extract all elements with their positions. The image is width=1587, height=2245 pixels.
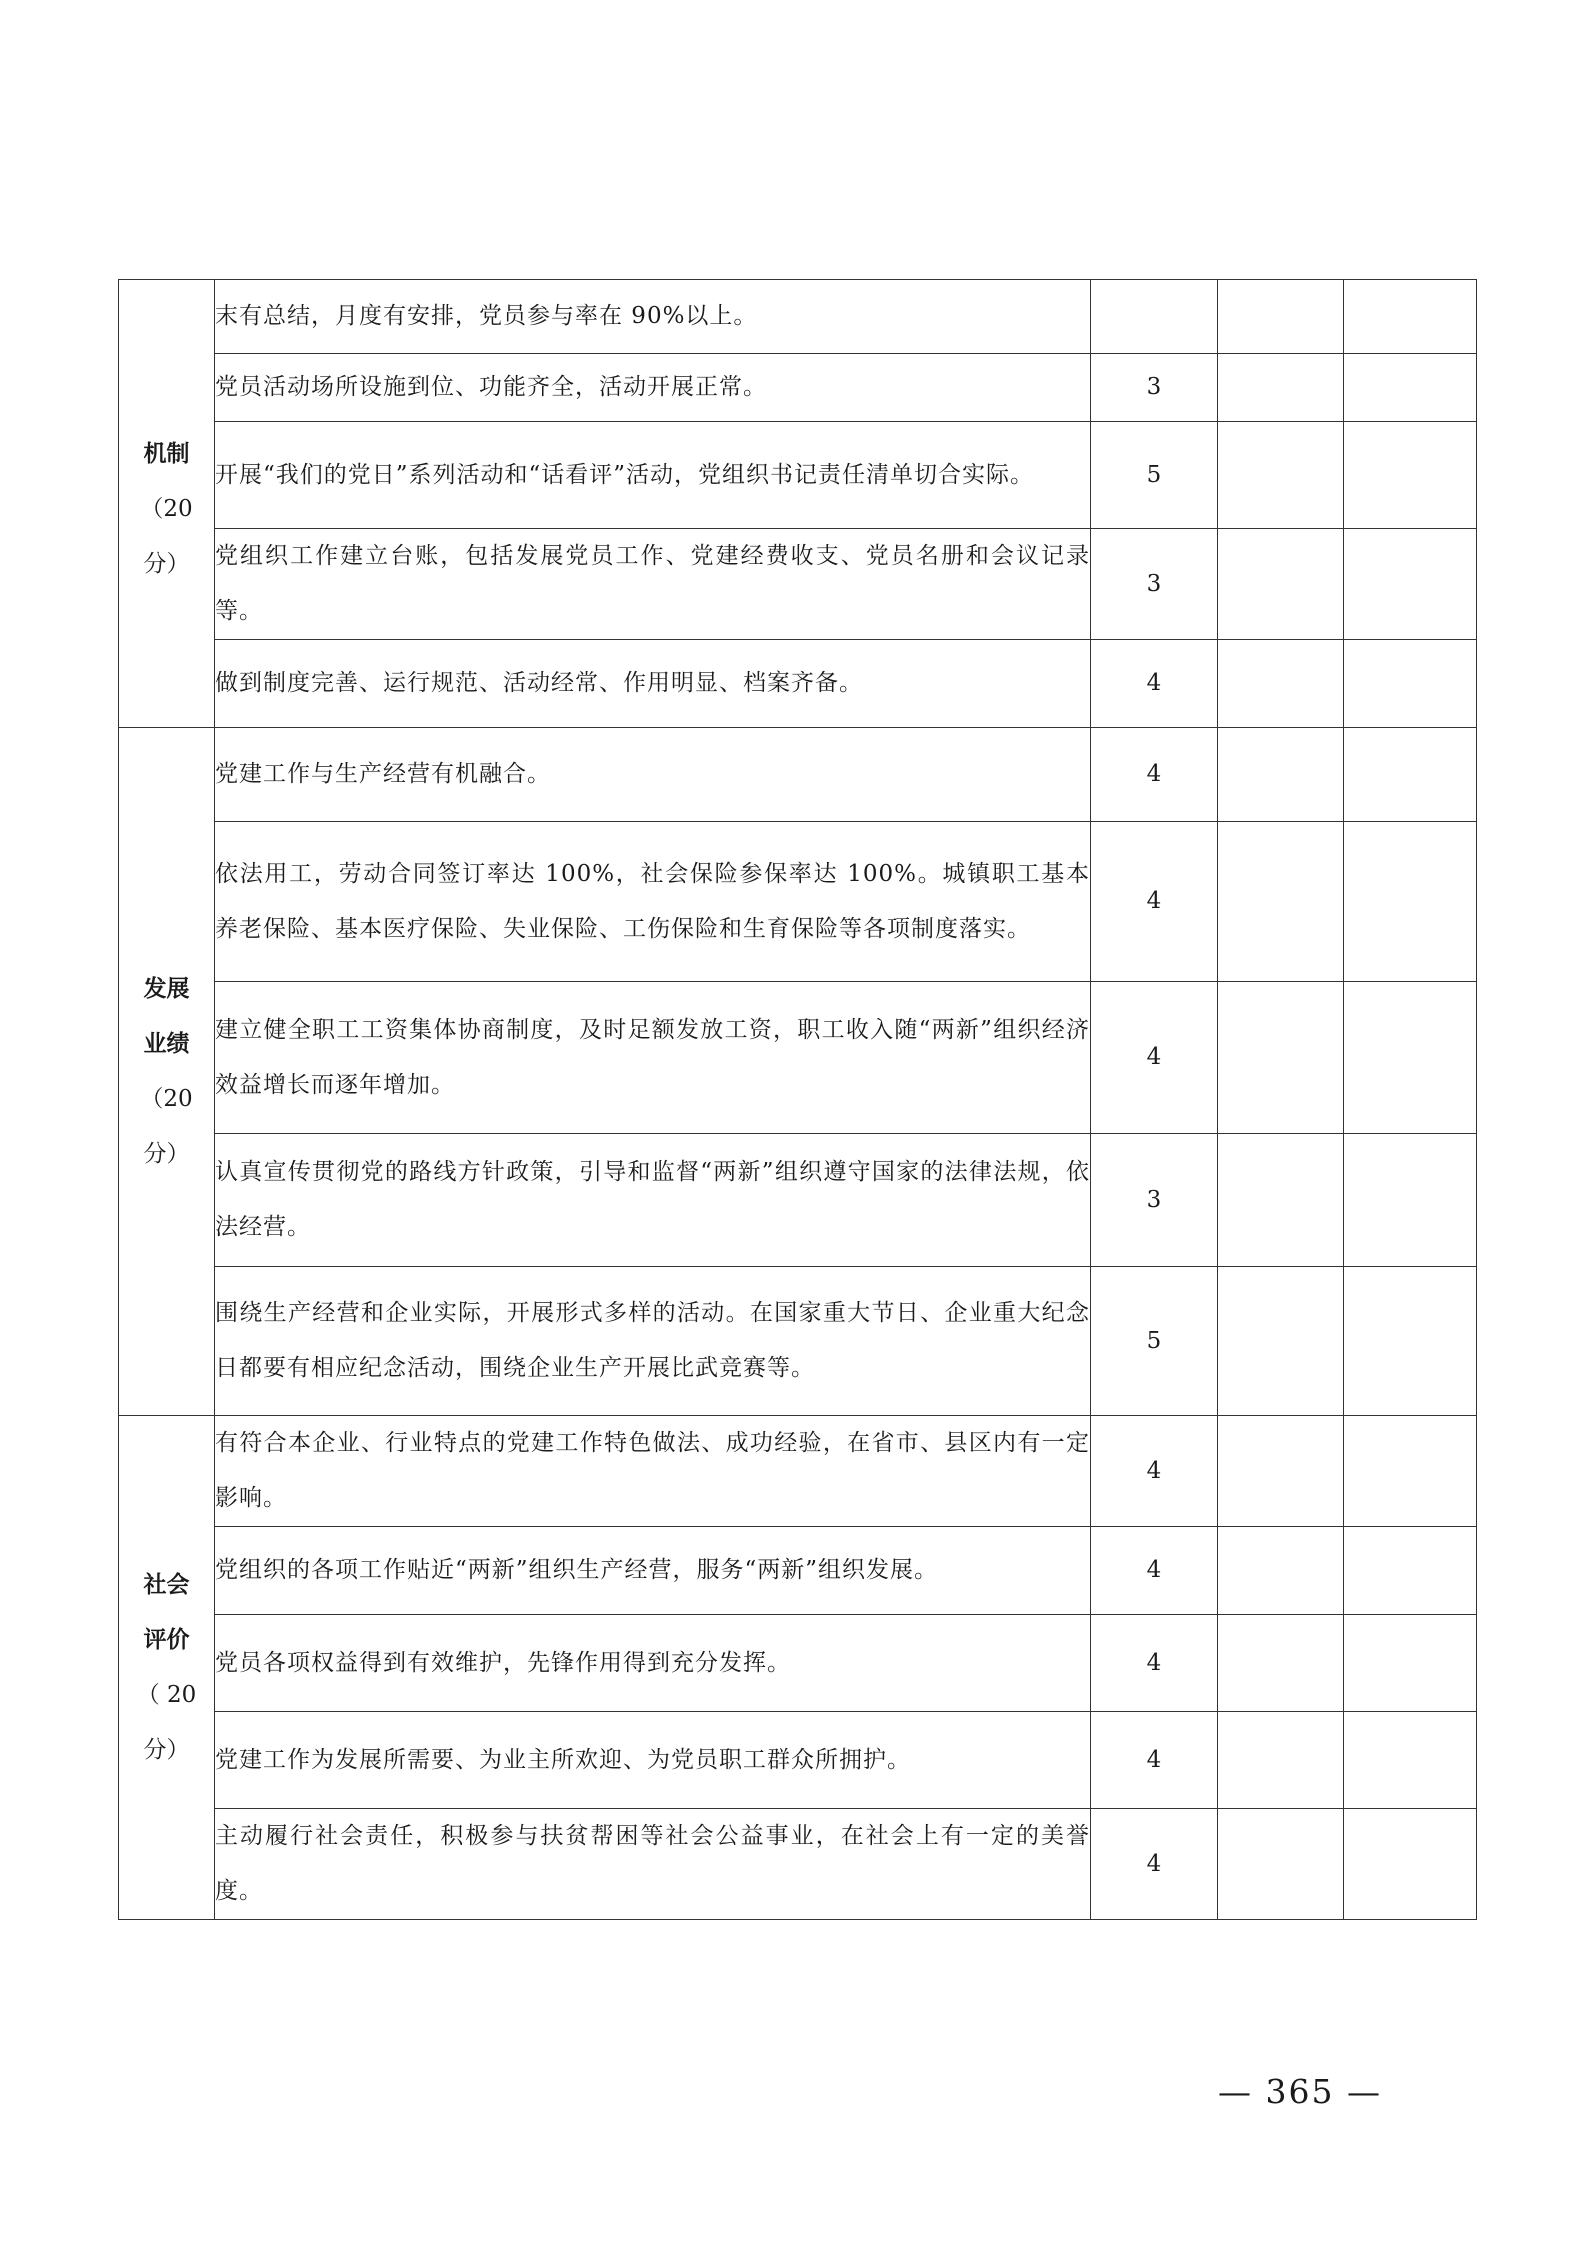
standard-score: 4 <box>1091 982 1218 1134</box>
review-score-cell <box>1344 354 1477 422</box>
table-row <box>119 1134 1477 1267</box>
review-score-cell <box>1344 728 1477 822</box>
criterion-text: 末有总结，月度有安排，党员参与率在 90%以上。 <box>215 280 1091 354</box>
criterion-text: 主动履行社会责任，积极参与扶贫帮困等社会公益事业，在社会上有一定的美誉度。 <box>215 1809 1091 1920</box>
self-score-cell <box>1218 1527 1344 1615</box>
standard-score: 3 <box>1091 354 1218 422</box>
review-score-cell <box>1344 1712 1477 1809</box>
self-score-cell <box>1218 422 1344 529</box>
self-score-cell <box>1218 728 1344 822</box>
table-row <box>119 728 1477 822</box>
review-score-cell <box>1344 822 1477 982</box>
review-score-cell <box>1344 529 1477 640</box>
self-score-cell <box>1218 354 1344 422</box>
self-score-cell <box>1218 1712 1344 1809</box>
category-score-label: 分） <box>143 1140 190 1167</box>
category-label: 业绩 <box>143 1030 190 1057</box>
category-cell-mechanism <box>119 280 215 728</box>
criterion-text: 党员各项权益得到有效维护，先锋作用得到充分发挥。 <box>215 1615 1091 1712</box>
standard-score: 4 <box>1091 822 1218 982</box>
self-score-cell <box>1218 280 1344 354</box>
self-score-cell <box>1218 1267 1344 1416</box>
criterion-text: 认真宣传贯彻党的路线方针政策，引导和监督“两新”组织遵守国家的法律法规，依法经营。 <box>215 1134 1091 1267</box>
category-cell-social-evaluation <box>119 1416 215 1920</box>
standard-score: 5 <box>1091 1267 1218 1416</box>
criterion-text: 开展“我们的党日”系列活动和“话看评”活动，党组织书记责任清单切合实际。 <box>215 422 1091 529</box>
review-score-cell <box>1344 1416 1477 1527</box>
table-row <box>119 354 1477 422</box>
criterion-text: 围绕生产经营和企业实际，开展形式多样的活动。在国家重大节日、企业重大纪念日都要有相应纪念活动，围绕企业生产开展比武竞赛等。 <box>215 1267 1091 1416</box>
standard-score: 4 <box>1091 1416 1218 1527</box>
standard-score: 4 <box>1091 1809 1218 1920</box>
table-row <box>119 1527 1477 1615</box>
review-score-cell <box>1344 1809 1477 1920</box>
self-score-cell <box>1218 1615 1344 1712</box>
self-score-cell <box>1218 982 1344 1134</box>
evaluation-table <box>118 279 1477 1920</box>
category-score-label: （20 <box>140 1085 193 1112</box>
review-score-cell <box>1344 1527 1477 1615</box>
standard-score: 4 <box>1091 640 1218 728</box>
criterion-text: 党建工作为发展所需要、为业主所欢迎、为党员职工群众所拥护。 <box>215 1712 1091 1809</box>
table-row <box>119 982 1477 1134</box>
review-score-cell <box>1344 982 1477 1134</box>
table-row <box>119 640 1477 728</box>
table-row <box>119 1712 1477 1809</box>
standard-score: 4 <box>1091 728 1218 822</box>
review-score-cell <box>1344 640 1477 728</box>
category-score-label: 分） <box>143 1736 190 1763</box>
category-label: 评价 <box>143 1626 190 1653</box>
category-score-label: 分） <box>143 551 190 577</box>
standard-score: 3 <box>1091 1134 1218 1267</box>
category-label: 社会 <box>143 1571 190 1598</box>
category-cell-performance <box>119 728 215 1416</box>
criterion-text: 党员活动场所设施到位、功能齐全，活动开展正常。 <box>215 354 1091 422</box>
criterion-text: 有符合本企业、行业特点的党建工作特色做法、成功经验，在省市、县区内有一定影响。 <box>215 1416 1091 1527</box>
table-row <box>119 1416 1477 1527</box>
self-score-cell <box>1218 529 1344 640</box>
table-row <box>119 422 1477 529</box>
standard-score: 3 <box>1091 529 1218 640</box>
self-score-cell <box>1218 1809 1344 1920</box>
self-score-cell <box>1218 640 1344 728</box>
table-row <box>119 1809 1477 1920</box>
criterion-text: 党建工作与生产经营有机融合。 <box>215 728 1091 822</box>
criterion-text: 建立健全职工工资集体协商制度，及时足额发放工资，职工收入随“两新”组织经济效益增长而逐年增加。 <box>215 982 1091 1134</box>
category-score-label: （20 <box>140 496 193 522</box>
criterion-text: 依法用工，劳动合同签订率达 100%，社会保险参保率达 100%。城镇职工基本养老保险、基本医疗保险、失业保险、工伤保险和生育保险等各项制度落实。 <box>215 822 1091 982</box>
criterion-text: 党组织工作建立台账，包括发展党员工作、党建经费收支、党员名册和会议记录等。 <box>215 529 1091 640</box>
criterion-text: 党组织的各项工作贴近“两新”组织生产经营，服务“两新”组织发展。 <box>215 1527 1091 1615</box>
criterion-text: 做到制度完善、运行规范、活动经常、作用明显、档案齐备。 <box>215 640 1091 728</box>
review-score-cell <box>1344 422 1477 529</box>
table-row <box>119 529 1477 640</box>
standard-score: 4 <box>1091 1615 1218 1712</box>
table-row <box>119 822 1477 982</box>
review-score-cell <box>1344 1615 1477 1712</box>
table-row <box>119 1615 1477 1712</box>
review-score-cell <box>1344 1267 1477 1416</box>
category-score-label: （ 20 <box>136 1681 197 1708</box>
standard-score <box>1091 280 1218 354</box>
category-label: 发展 <box>143 975 190 1002</box>
category-label: 机制 <box>143 441 190 467</box>
standard-score: 4 <box>1091 1712 1218 1809</box>
review-score-cell <box>1344 280 1477 354</box>
review-score-cell <box>1344 1134 1477 1267</box>
self-score-cell <box>1218 1134 1344 1267</box>
standard-score: 5 <box>1091 422 1218 529</box>
self-score-cell <box>1218 1416 1344 1527</box>
standard-score: 4 <box>1091 1527 1218 1615</box>
table-row <box>119 280 1477 354</box>
table-row <box>119 1267 1477 1416</box>
page-number: — 365 — <box>1218 2072 1382 2111</box>
self-score-cell <box>1218 822 1344 982</box>
